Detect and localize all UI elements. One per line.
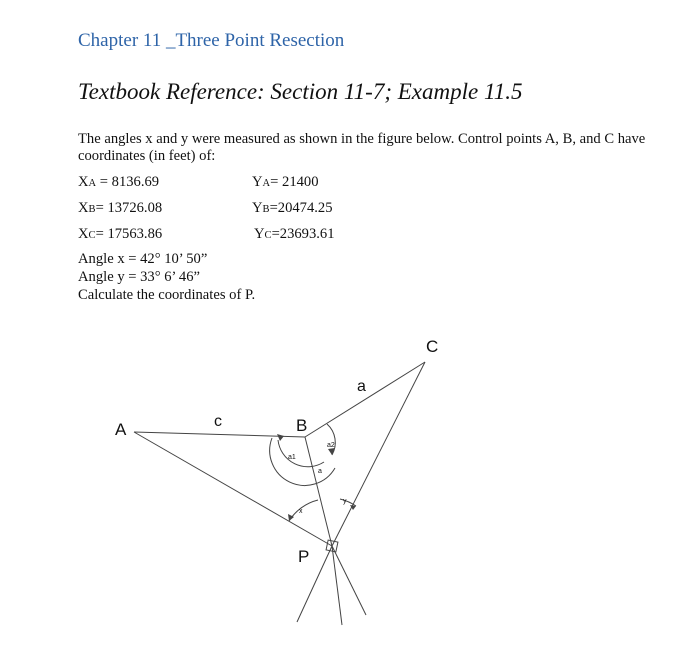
label-angle-x: x xyxy=(299,508,303,515)
label-angle-a1: a1 xyxy=(288,454,296,461)
task-text: Calculate the coordinates of P. xyxy=(78,287,256,303)
label-point-c: C xyxy=(426,337,439,356)
label-point-p: P xyxy=(298,547,310,566)
line-a-p xyxy=(134,432,332,546)
angle-arc-x xyxy=(289,500,318,521)
label-side-a: a xyxy=(357,378,366,395)
chapter-title: Chapter 11 _Three Point Resection xyxy=(78,30,345,51)
arrowhead xyxy=(277,434,284,441)
label-point-b: B xyxy=(296,416,308,435)
coord-xa: XA = 8136.69 xyxy=(78,174,160,190)
coord-xc: XC= 17563.86 xyxy=(78,226,163,242)
textbook-reference: Textbook Reference: Section 11-7; Example 11.5 xyxy=(78,79,523,104)
label-angle-alpha: a xyxy=(318,468,322,475)
extension-line xyxy=(332,546,366,615)
line-b-c xyxy=(305,362,425,437)
coord-yc: YC=23693.61 xyxy=(254,226,335,242)
label-angle-a2: a2 xyxy=(327,442,335,449)
extension-line xyxy=(332,546,342,625)
angle-x: Angle x = 42° 10’ 50” xyxy=(78,251,208,267)
label-point-a: A xyxy=(115,420,127,439)
problem-intro: The angles x and y were measured as shown in the figure below. Control points A, B, and C have coordinates (in feet) of: xyxy=(78,131,646,164)
angle-arc-a1 xyxy=(278,440,324,467)
line-b-p xyxy=(305,437,332,546)
coord-ya: YA= 21400 xyxy=(252,174,319,190)
angle-y: Angle y = 33° 6’ 46” xyxy=(78,269,201,285)
coord-xb: XB= 13726.08 xyxy=(78,200,163,216)
line-c-p xyxy=(332,362,425,546)
label-angle-y: y xyxy=(343,498,347,505)
coord-yb: YB=20474.25 xyxy=(252,200,333,216)
label-side-c: c xyxy=(214,413,222,430)
